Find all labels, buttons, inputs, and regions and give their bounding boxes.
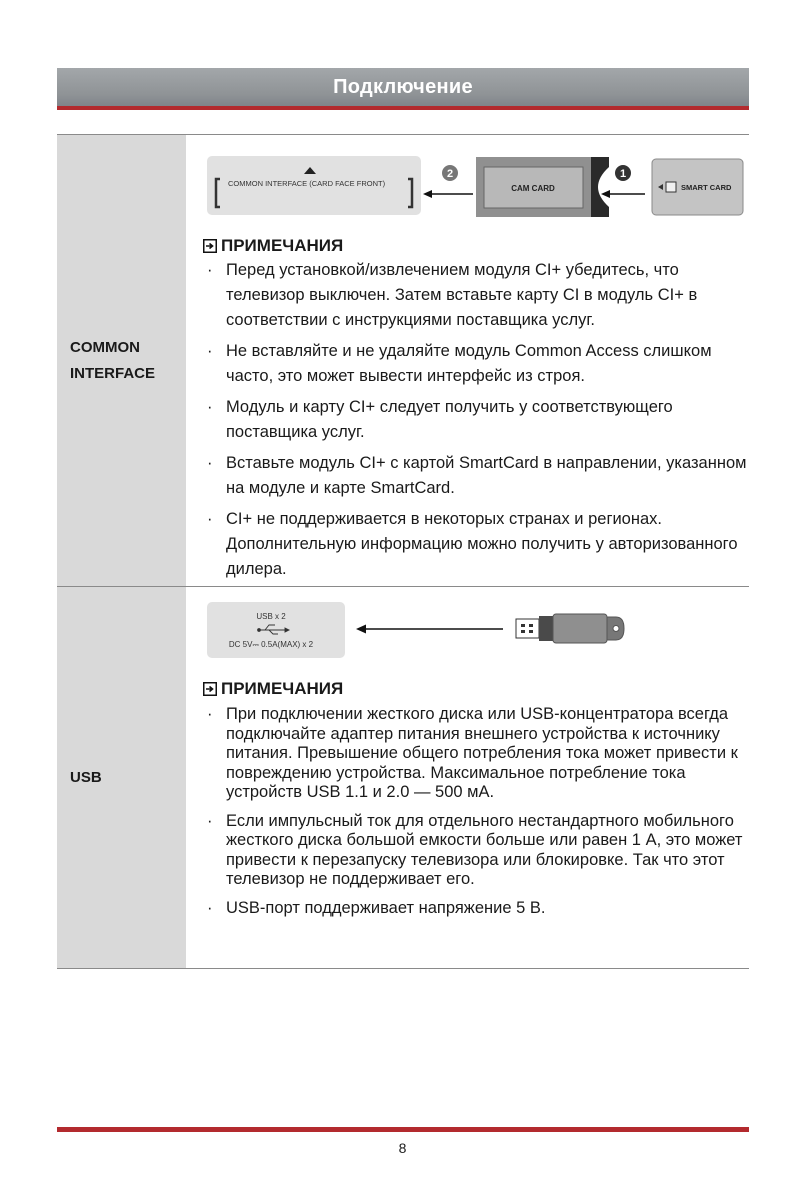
common-interface-row	[57, 134, 749, 586]
connection-table	[57, 134, 749, 969]
row-label-usb: USB	[57, 587, 186, 968]
cam-card-image	[476, 157, 609, 217]
usb-power-label: DC 5V⎓ 0.5A(MAX) x 2	[228, 640, 314, 649]
cam-card-label: CAM CARD	[511, 184, 555, 193]
slot-label: COMMON INTERFACE (CARD FACE FRONT)	[228, 179, 386, 188]
note-item: · Модуль и карту CI+ следует получить у соответствующего поставщика услуг.	[207, 398, 673, 441]
usb-content	[186, 587, 749, 968]
notes-heading-text: ПРИМЕЧАНИЯ	[221, 236, 344, 255]
note-item: · Не вставляйте и не удаляйте модуль Common Access слишком часто, это может вывести интерфейс из строя.	[207, 342, 712, 385]
note-item: · CI+ не поддерживается в некоторых странах и регионах. Дополнительную информацию можно получить у авторизованного дилера.	[207, 510, 738, 578]
note-item: · Вставьте модуль CI+ с картой SmartCard в направлении, указанном на модуле и карте SmartCard.	[207, 454, 747, 497]
footer-rule	[57, 1127, 749, 1132]
note-arrow-icon	[203, 239, 217, 253]
usb-row	[57, 586, 749, 969]
note-arrow-icon	[203, 682, 217, 696]
step-1-marker	[615, 165, 631, 181]
svg-text:2: 2	[446, 168, 454, 180]
note-item: · Если импульсный ток для отдельного нестандартного мобильного жесткого диска большой емкости больше или равен 1 А, это может привести к перезапуску телевизора или блокировке. Так что этот телевизор не поддерживает его.	[207, 811, 743, 888]
page-title: Подключение	[57, 68, 749, 110]
ci-diagram	[203, 135, 749, 230]
note-item: · USB-порт поддерживает напряжение 5 В.	[207, 898, 546, 917]
row-label-common-interface: COMMON INTERFACE	[57, 135, 186, 586]
usb-flash-drive-image	[516, 614, 624, 643]
svg-text:1: 1	[619, 168, 627, 180]
smart-card-image	[652, 159, 743, 215]
usb-diagram	[203, 587, 749, 673]
usb-port-panel	[207, 602, 345, 658]
ci-diagram-figure	[203, 135, 749, 230]
note-item: · При подключении жесткого диска или USB-концентратора всегда подключайте адаптер питания внешнего устройства к источнику питания. Превышение общего потребления тока может привести к повреждению устройства. Максимальное потребление тока устройств USB 1.1 и 2.0 — 500 мА.	[207, 705, 738, 801]
arrow-to-slot-icon	[423, 190, 473, 198]
arrow-to-cam-icon	[601, 190, 645, 198]
smart-card-label: SMART CARD	[681, 183, 732, 192]
ci-notes-list	[203, 258, 749, 582]
usb-port-label: USB x 2	[256, 612, 286, 621]
usb-diagram-figure	[203, 587, 749, 673]
notes-heading	[203, 679, 749, 699]
arrow-to-usb-port-icon	[356, 625, 503, 634]
notes-heading-text: ПРИМЕЧАНИЯ	[221, 679, 344, 698]
notes-heading	[203, 236, 749, 256]
note-item: · Перед установкой/извлечением модуля CI+ убедитесь, что телевизор выключен. Затем вставьте карту CI в модуль CI+ в соответствии с инструкциями поставщика услуг.	[207, 261, 698, 329]
step-2-marker	[442, 165, 458, 181]
usb-notes-list	[203, 705, 749, 918]
ci-slot-panel	[207, 156, 421, 215]
page-number: 8	[398, 1140, 407, 1156]
common-interface-content	[186, 135, 749, 586]
